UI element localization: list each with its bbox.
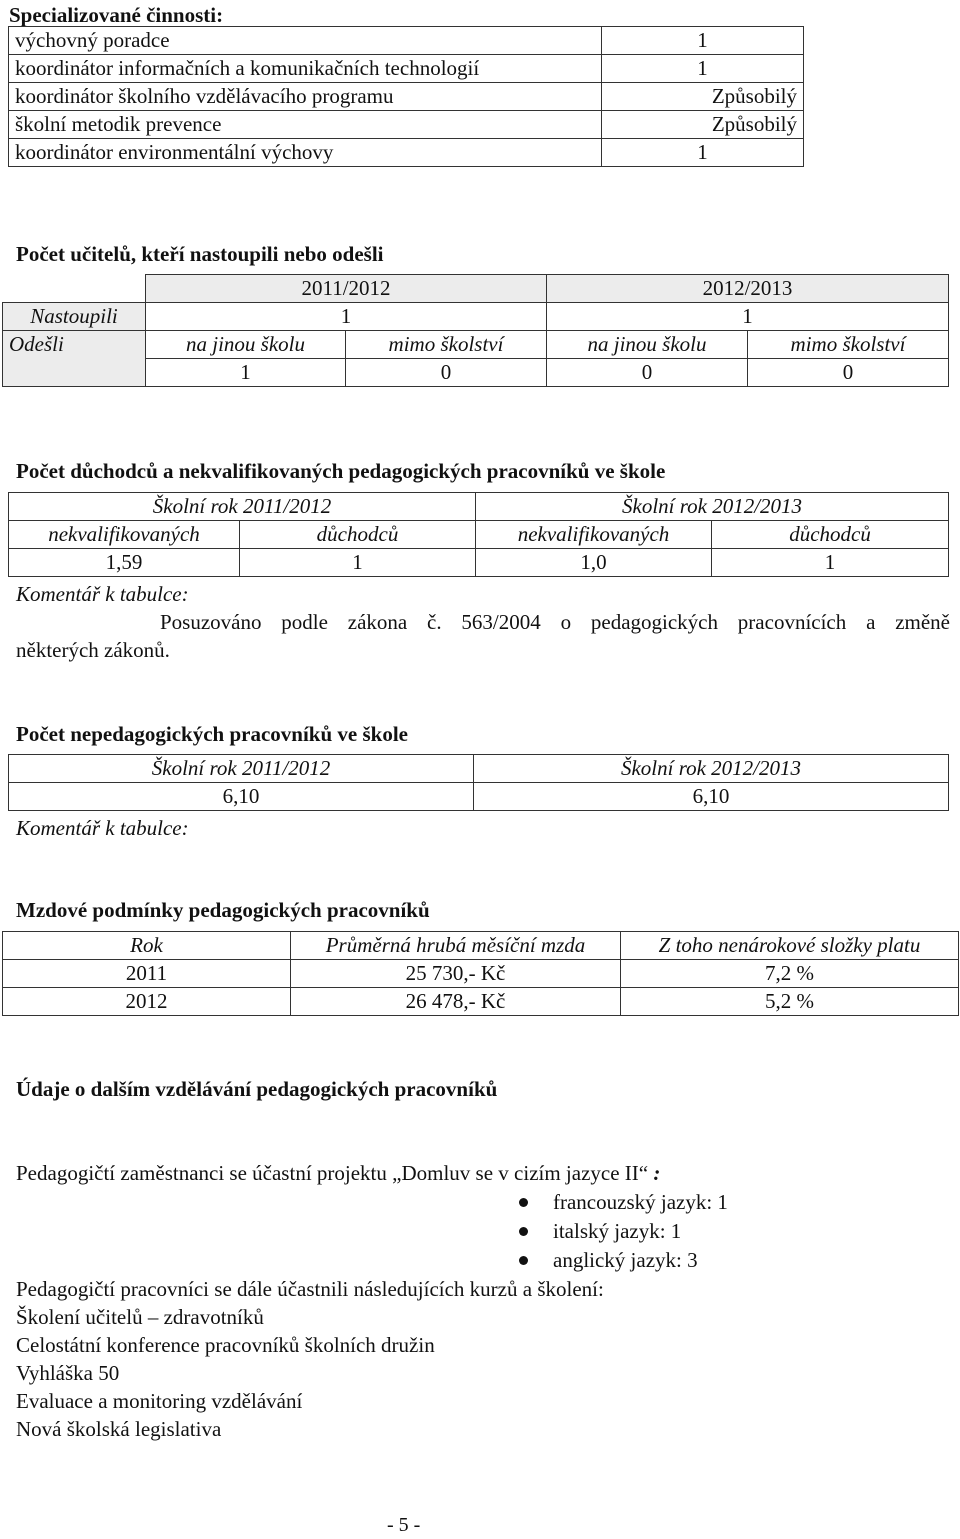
table-row — [3, 932, 959, 960]
teachers-year1: 2011/2012 — [146, 275, 547, 303]
odesli-subheader: mimo školství — [748, 331, 949, 359]
retirees-col-header: důchodců — [240, 521, 476, 549]
spec-value: 1 — [602, 55, 804, 83]
table-row — [9, 111, 804, 139]
education-line: Vyhláška 50 — [16, 1361, 120, 1385]
education-line: Nová školská legislativa — [16, 1417, 222, 1441]
education-intro-colon: : — [648, 1161, 661, 1185]
odesli-value: 0 — [346, 359, 547, 387]
salary-wage: 25 730,- Kč — [291, 960, 621, 988]
table-row — [9, 83, 804, 111]
odesli-value: 0 — [547, 359, 748, 387]
salary-year: 2012 — [3, 988, 291, 1016]
spec-value: Způsobilý — [602, 111, 804, 139]
table-row — [3, 960, 959, 988]
odesli-subheader: mimo školství — [346, 331, 547, 359]
retirees-table — [8, 492, 949, 577]
salary-title: Mzdové podmínky pedagogických pracovníků — [16, 898, 430, 922]
education-title: Údaje o dalším vzdělávání pedagogických pracovníků — [16, 1077, 498, 1101]
table-row — [3, 275, 949, 303]
education-intro — [16, 1159, 660, 1187]
list-item — [519, 1188, 728, 1217]
odesli-value: 1 — [146, 359, 346, 387]
teachers-table — [2, 274, 949, 387]
nastoupili-value-1: 1 — [146, 303, 547, 331]
spec-title: Specializované činnosti: — [9, 3, 224, 27]
table-row — [9, 783, 949, 811]
table-row — [3, 303, 949, 331]
spec-label: koordinátor školního vzdělávacího programu — [9, 83, 602, 111]
retirees-value: 1,59 — [9, 549, 240, 577]
odesli-value: 0 — [748, 359, 949, 387]
nonped-value-1: 6,10 — [9, 783, 474, 811]
education-intro-text: Pedagogičtí zaměstnanci se účastní projektu „Domluv se v cizím jazyce II“ — [16, 1161, 649, 1185]
nonped-comment-label: Komentář k tabulce: — [16, 816, 189, 840]
salary-col-header: Z toho nenárokové složky platu — [621, 932, 959, 960]
table-row — [9, 27, 804, 55]
teachers-title: Počet učitelů, kteří nastoupili nebo odešli — [16, 242, 384, 266]
spec-label: koordinátor environmentální výchovy — [9, 139, 602, 167]
retirees-col-header: důchodců — [712, 521, 949, 549]
table-row — [3, 988, 959, 1016]
list-item — [519, 1217, 728, 1246]
education-line: Školení učitelů – zdravotníků — [16, 1305, 264, 1329]
table-row — [9, 493, 949, 521]
nastoupili-label: Nastoupili — [3, 303, 146, 331]
education-line: Pedagogičtí pracovníci se dále účastnili následujících kurzů a školení: — [16, 1277, 604, 1301]
retirees-comment-label: Komentář k tabulce: — [16, 582, 189, 606]
retirees-value: 1 — [240, 549, 476, 577]
salary-wage: 26 478,- Kč — [291, 988, 621, 1016]
retirees-title: Počet důchodců a nekvalifikovaných pedagogických pracovníků ve škole — [16, 459, 666, 483]
education-line: Celostátní konference pracovníků školních družin — [16, 1333, 435, 1357]
salary-bonus: 5,2 % — [621, 988, 959, 1016]
odesli-label: Odešli — [3, 331, 146, 387]
salary-year: 2011 — [3, 960, 291, 988]
spec-value: 1 — [602, 27, 804, 55]
nonped-title: Počet nepedagogických pracovníků ve škole — [16, 722, 408, 746]
spec-label: koordinátor informačních a komunikačních technologií — [9, 55, 602, 83]
page-number: - 5 - — [387, 1514, 421, 1536]
nonped-table — [8, 754, 949, 811]
retirees-value: 1,0 — [476, 549, 712, 577]
table-row — [9, 55, 804, 83]
list-item-label: francouzský jazyk: 1 — [553, 1190, 728, 1214]
empty-corner-cell — [3, 275, 146, 303]
spec-label: výchovný poradce — [9, 27, 602, 55]
table-row — [9, 549, 949, 577]
spec-value: Způsobilý — [602, 83, 804, 111]
odesli-subheader: na jinou školu — [146, 331, 346, 359]
salary-col-header: Rok — [3, 932, 291, 960]
list-item — [519, 1246, 728, 1275]
salary-col-header: Průměrná hrubá měsíční mzda — [291, 932, 621, 960]
salary-bonus: 7,2 % — [621, 960, 959, 988]
teachers-year2: 2012/2013 — [547, 275, 949, 303]
education-line: Evaluace a monitoring vzdělávání — [16, 1389, 303, 1413]
bullet-icon — [519, 1227, 528, 1236]
table-row — [9, 755, 949, 783]
spec-label: školní metodik prevence — [9, 111, 602, 139]
bullet-icon — [519, 1198, 528, 1207]
spec-table — [8, 26, 804, 167]
retirees-value: 1 — [712, 549, 949, 577]
table-row — [9, 521, 949, 549]
table-row — [3, 331, 949, 359]
list-item-label: anglický jazyk: 3 — [553, 1248, 698, 1272]
retirees-year1: Školní rok 2011/2012 — [9, 493, 476, 521]
retirees-col-header: nekvalifikovaných — [9, 521, 240, 549]
retirees-comment-text: Posuzováno podle zákona č. 563/2004 o pedagogických pracovnících a změně — [160, 610, 950, 634]
retirees-col-header: nekvalifikovaných — [476, 521, 712, 549]
spec-value: 1 — [602, 139, 804, 167]
nonped-year2: Školní rok 2012/2013 — [474, 755, 949, 783]
table-row — [9, 139, 804, 167]
nastoupili-value-2: 1 — [547, 303, 949, 331]
retirees-year2: Školní rok 2012/2013 — [476, 493, 949, 521]
language-list — [519, 1188, 728, 1275]
odesli-subheader: na jinou školu — [547, 331, 748, 359]
bullet-icon — [519, 1256, 528, 1265]
list-item-label: italský jazyk: 1 — [553, 1219, 682, 1243]
salary-table — [2, 931, 959, 1016]
nonped-year1: Školní rok 2011/2012 — [9, 755, 474, 783]
nonped-value-2: 6,10 — [474, 783, 949, 811]
retirees-comment-text-cont: některých zákonů. — [16, 638, 170, 662]
